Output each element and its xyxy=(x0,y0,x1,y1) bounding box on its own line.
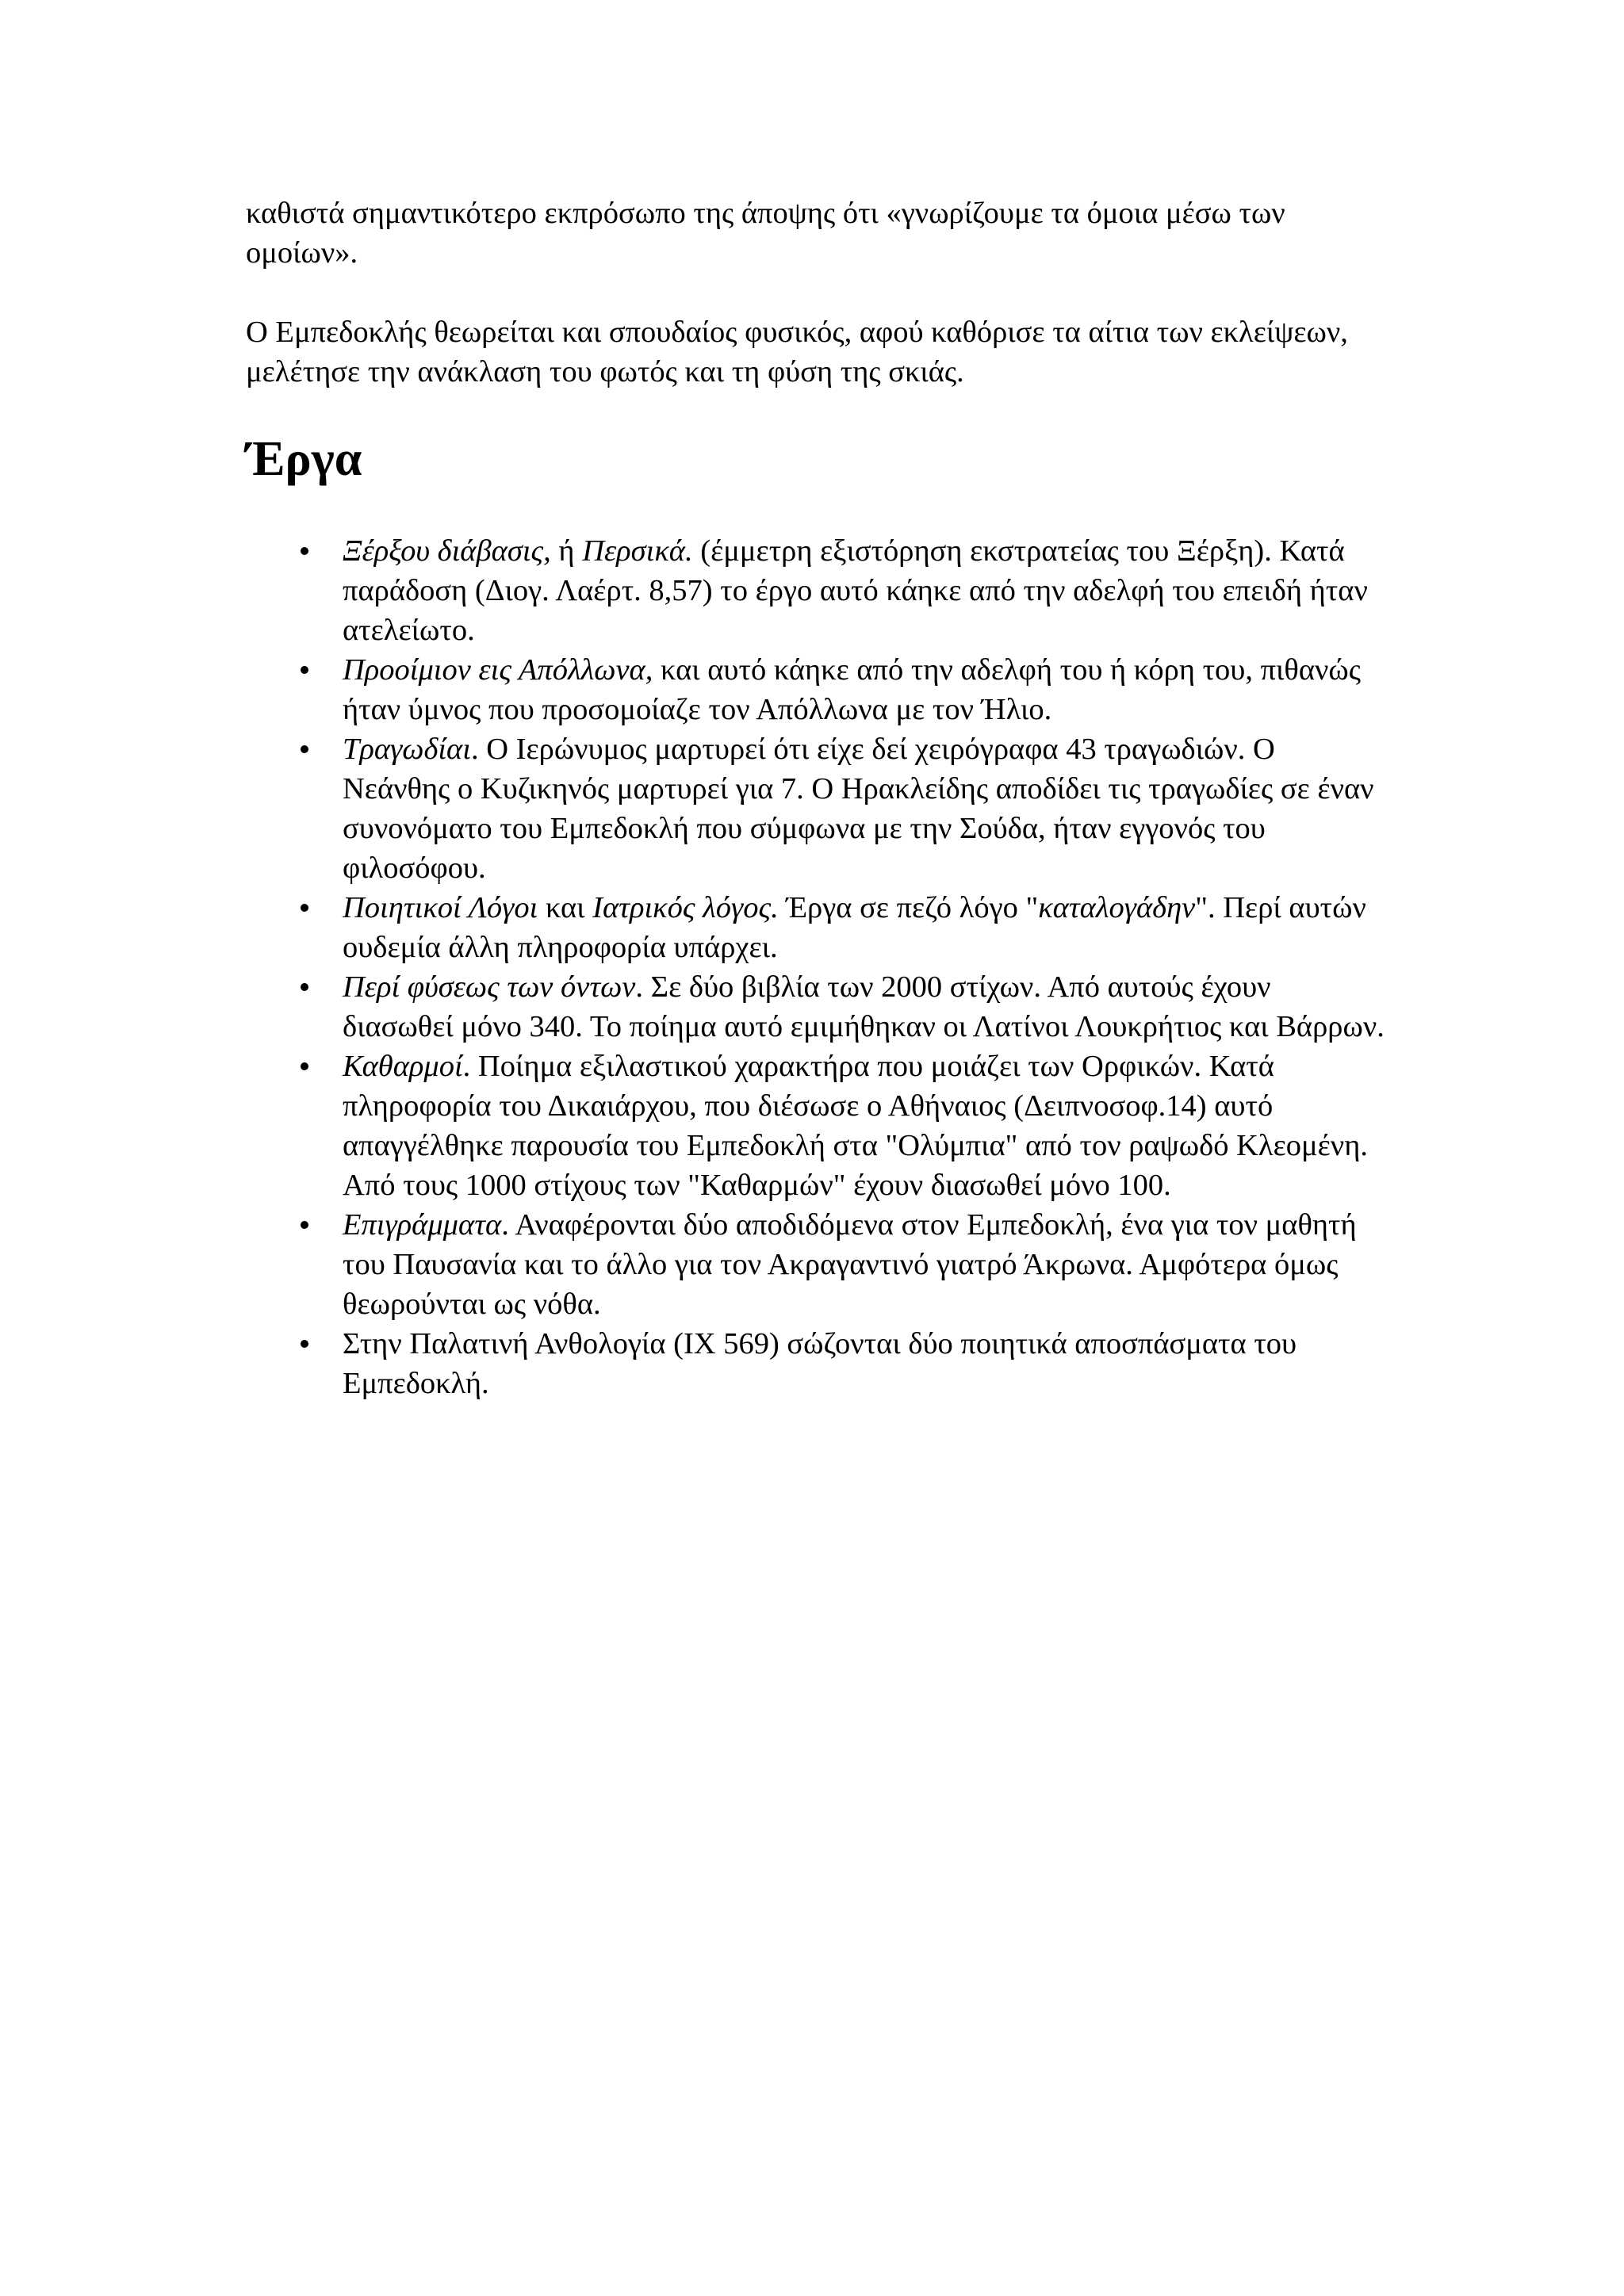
work-title: Ξέρξου διάβασις, xyxy=(343,534,551,568)
list-item-xerxes xyxy=(343,531,1388,650)
work-title: Επιγράμματα xyxy=(343,1208,502,1242)
list-item-katharmoi xyxy=(343,1047,1388,1205)
work-description: . Ο Ιερώνυμος μαρτυρεί ότι είχε δεί χειρόγραφα 43 τραγωδιών. Ο Νεάνθης ο Κυζικηνός μαρτυρεί για 7. Ο Ηρακλείδης αποδίδει τις τραγωδίες σε έναν συνονόματο του Εμπεδοκλή που σύμφωνα με την Σούδα, ήταν εγγονός του φιλοσόφου. xyxy=(343,733,1374,885)
work-title: Περί φύσεως των όντων xyxy=(343,970,636,1004)
work-description-tail: ". Περί αυτών ουδεμία άλλη πληροφορία υπάρχει. xyxy=(343,891,1366,964)
bullet-icon xyxy=(297,888,312,928)
work-term: καταλογάδην xyxy=(1038,891,1196,924)
work-conjunction: και xyxy=(538,891,593,924)
intro-paragraph-2: Ο Εμπεδοκλής θεωρείται και σπουδαίος φυσικός, αφού καθόρισε τα αίτια των εκλείψεων, μελέτησε την ανάκλαση του φωτός και τη φύση της σκιάς. xyxy=(246,316,1348,388)
bullet-icon xyxy=(297,650,312,690)
work-description: και αυτό κάηκε από την αδελφή του ή κόρη του, πιθανώς ήταν ύμνος που προσομοίαζε τον Απόλλωνα με τον Ήλιο. xyxy=(343,653,1362,726)
list-item-palatine-anthology xyxy=(343,1324,1388,1403)
work-title-alt: Περσικά. xyxy=(582,534,693,568)
bullet-icon xyxy=(297,1205,312,1245)
work-conjunction: ή xyxy=(550,534,583,568)
work-description: Έργα σε πεζό λόγο " xyxy=(778,891,1039,924)
works-list xyxy=(246,531,1388,1403)
document-page xyxy=(246,193,1388,1403)
work-description: . Αναφέρονται δύο αποδιδόμενα στον Εμπεδοκλή, ένα για τον μαθητή του Παυσανία και το άλλο για τον Ακραγαντινό γιατρό Άκρωνα. Αμφότερα όμως θεωρούνται ως νόθα. xyxy=(343,1208,1357,1321)
work-description: . Σε δύο βιβλία των 2000 στίχων. Από αυτούς έχουν διασωθεί μόνο 340. Το ποίημα αυτό εμιμήθηκαν οι Λατίνοι Λουκρήτιος και Βάρρων. xyxy=(343,970,1385,1043)
intro-paragraph-1: καθιστά σημαντικότερο εκπρόσωπο της άποψης ότι «γνωρίζουμε τα όμοια μέσω των ομοίων». xyxy=(246,197,1285,270)
work-description: Στην Παλατινή Ανθολογία (IX 569) σώζονται δύο ποιητικά αποσπάσματα του Εμπεδοκλή. xyxy=(343,1327,1297,1400)
list-item-prooimion xyxy=(343,650,1388,729)
work-description: (έμμετρη εξιστόρηση εκστρατείας του Ξέρξη). Κατά παράδοση (Διογ. Λαέρτ. 8,57) το έργο αυτό κάηκε από την αδελφή του επειδή ήταν ατελείωτο. xyxy=(343,534,1368,647)
work-title: Προοίμιον εις Απόλλωνα, xyxy=(343,653,653,687)
work-title-alt: Ιατρικός λόγος. xyxy=(592,891,779,924)
list-item-poietikoi-logoi xyxy=(343,888,1388,967)
bullet-icon xyxy=(297,967,312,1007)
bullet-icon xyxy=(297,1324,312,1364)
work-title: Καθαρμοί xyxy=(343,1050,463,1083)
list-item-tragodiai xyxy=(343,729,1388,888)
list-item-peri-physeos xyxy=(343,967,1388,1047)
bullet-icon xyxy=(297,531,312,571)
bullet-icon xyxy=(297,729,312,769)
work-description: . Ποίημα εξιλαστικού χαρακτήρα που μοιάζει των Ορφικών. Κατά πληροφορία του Δικαιάρχου, που διέσωσε ο Αθήναιος (Δειπνοσοφ.14) αυτό απαγγέλθηκε παρουσία του Εμπεδοκλή στα "Ολύμπια" από τον ραψωδό Κλεομένη. Από τους 1000 στίχους των "Καθαρμών" έχουν διασωθεί μόνο 100. xyxy=(343,1050,1368,1202)
work-title: Τραγωδίαι xyxy=(343,733,471,766)
list-item-epigrammata xyxy=(343,1205,1388,1324)
section-heading-works: Έργα xyxy=(246,432,362,486)
work-title: Ποιητικοί Λόγοι xyxy=(343,891,538,924)
bullet-icon xyxy=(297,1047,312,1086)
